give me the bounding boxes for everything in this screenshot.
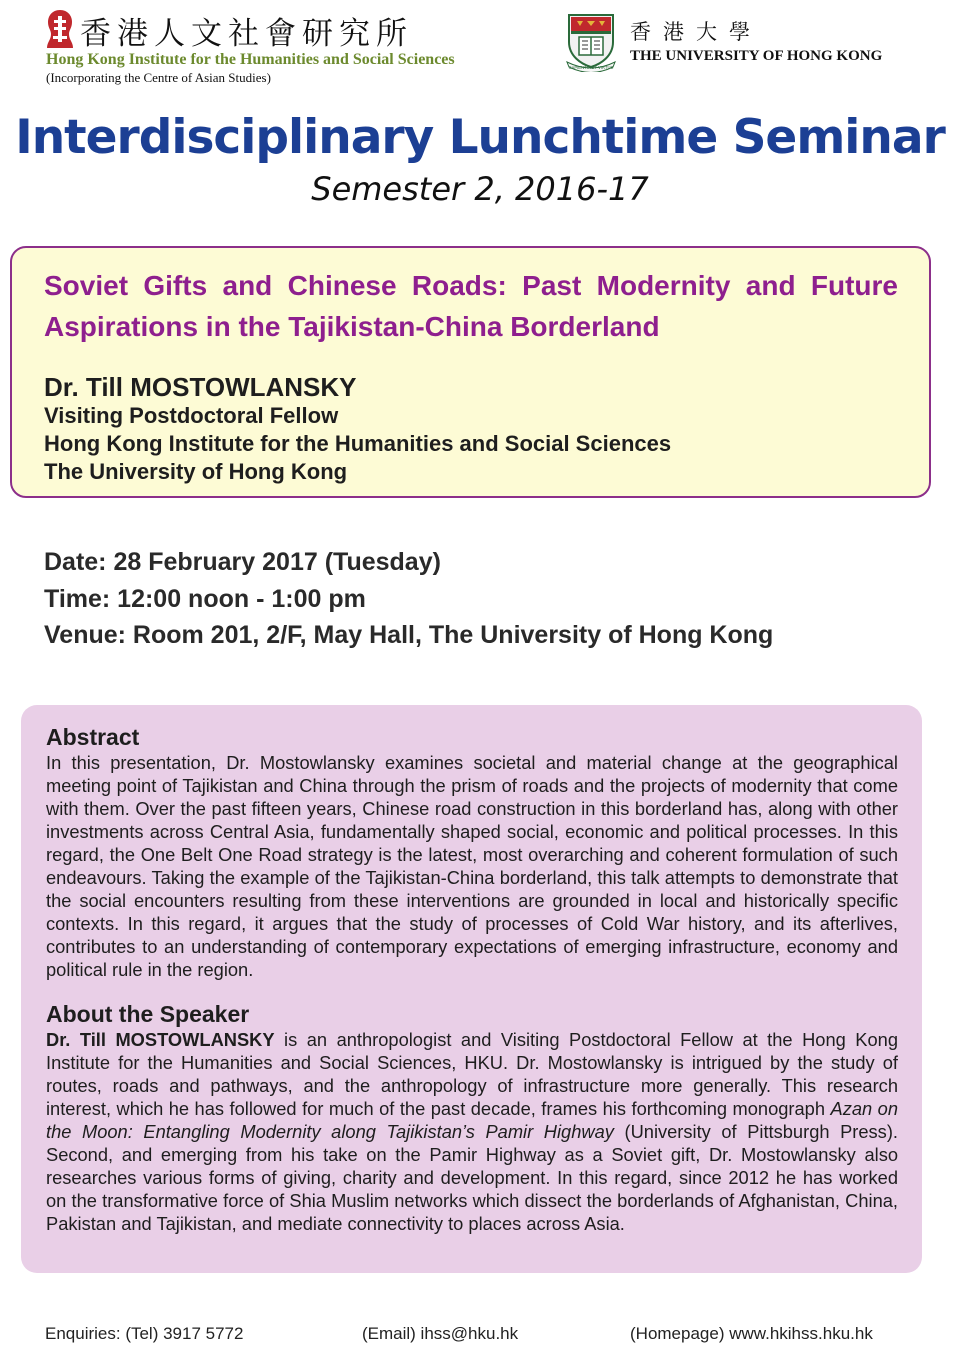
footer-email[interactable]: (Email) ihss@hku.hk [362, 1324, 519, 1343]
footer-homepage[interactable]: (Homepage) www.hkihss.hku.hk [630, 1324, 873, 1343]
event-venue: Venue: Room 201, 2/F, May Hall, The University of Hong Kong [44, 621, 774, 649]
book-title: Azan on the Moon: Entangling Modernity along Tajikistan’s Pamir Highway [46, 1098, 898, 1142]
ihss-name-chinese: 香港人文社會研究所 [80, 16, 413, 52]
hku-motto: SAPIENTIA ET VIRTUS [568, 65, 614, 70]
hku-name-chinese: 香港大學 [630, 20, 762, 44]
about-text-part-1: is an anthropologist and Visiting Postdoctoral Fellow at the Hong Kong Institute for the Humanities and Social Sciences, HKU. Dr. Mostowlansky is intrigued by the study of routes, roads and pathways, and the anthropology of infrastructure more generally. This research interest, which he has followed for much of the past decade, frames his forthcoming monograph [46, 1029, 898, 1119]
seminar-title: Interdisciplinary Lunchtime Seminar [15, 110, 945, 165]
speaker-position: Visiting Postdoctoral Fellow [44, 403, 339, 428]
hku-crest-logo [565, 12, 617, 72]
ihss-seal-logo [44, 8, 76, 54]
abstract-text: In this presentation, Dr. Mostowlansky examines societal and material change at the geographical meeting point of Tajikistan and China through the prism of roads and the projects of modernity that come with them. Over the past fifteen years, Chinese road construction in this borderland has, along with other investments across Central Asia, fundamentally shaped social, economic and political processes. In this regard, the One Belt One Road strategy is the latest, most overarching and coherent formulation of such endeavours. Taking the example of the Tajikistan-China borderland, this talk attempts to demonstrate that the social encounters resulting from these interventions are grounded in local and historically specific contexts. In this regard, it argues that the study of processes of Cold War history, and its afterlives, contributes to an understanding of contemporary expectations of emerging infrastructure, economy and political rule in the region. [46, 752, 898, 980]
speaker-name: Dr. Till MOSTOWLANSKY [44, 372, 357, 402]
about-speaker-heading: About the Speaker [46, 1001, 250, 1027]
abstract-heading: Abstract [46, 724, 140, 750]
hku-name-english: THE UNIVERSITY OF HONG KONG [630, 48, 883, 64]
ihss-name-english: Hong Kong Institute for the Humanities and Social Sciences [46, 51, 455, 68]
talk-title: Soviet Gifts and Chinese Roads: Past Modernity and Future Aspirations in the Tajikistan-China Borderland [44, 270, 898, 342]
footer-enquiries: Enquiries: (Tel) 3917 5772 [45, 1324, 244, 1343]
about-speaker-text [46, 1028, 898, 1235]
semester-label: Semester 2, 2016-17 [311, 170, 649, 208]
event-time: Time: 12:00 noon - 1:00 pm [44, 585, 366, 613]
event-date: Date: 28 February 2017 (Tuesday) [44, 548, 441, 576]
about-speaker-name: Dr. Till MOSTOWLANSKY [46, 1029, 275, 1050]
speaker-university: The University of Hong Kong [44, 459, 348, 484]
ihss-subtitle: (Incorporating the Centre of Asian Studies) [46, 70, 271, 85]
speaker-institute: Hong Kong Institute for the Humanities and Social Sciences [44, 431, 672, 456]
about-text-part-2: (University of Pittsburgh Press). Second, and emerging from his take on the Pamir Highway as a Soviet gift, Dr. Mostowlansky also researches various forms of giving, charity and development. In this regard, since 2012 he has worked on the transformative force of Shia Muslim networks which dissect the borderlands of Afghanistan, China, Pakistan and Tajikistan, and mediate connectivity to places across Asia. [46, 1121, 898, 1234]
